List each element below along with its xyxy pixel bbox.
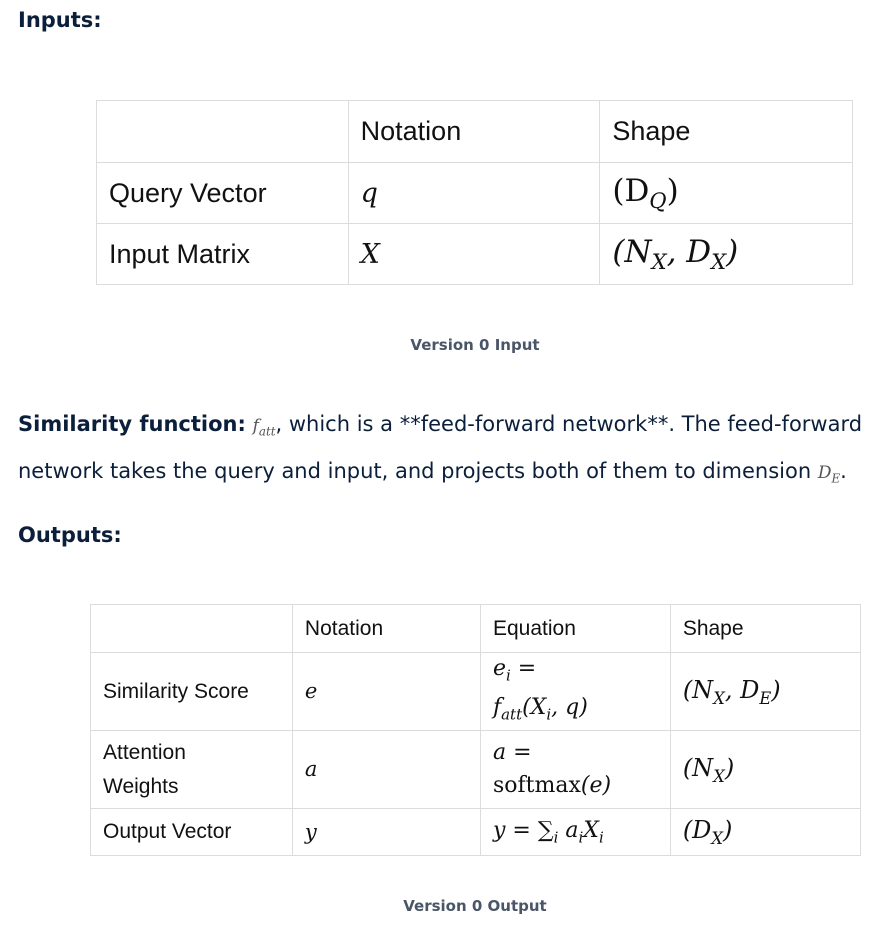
table-row (97, 224, 853, 285)
row-label: Input Matrix (97, 224, 349, 285)
row-notation: X (348, 224, 600, 285)
header-shape: Shape (600, 101, 853, 163)
row-notation: e (292, 653, 480, 731)
row-label: Attention Weights (91, 731, 293, 809)
outputs-heading: Outputs: (18, 523, 122, 547)
row-label: Similarity Score (91, 653, 293, 731)
row-shape: ($N_X$, $D_X$) (600, 224, 853, 285)
inputs-caption: Version 0 Input (410, 336, 540, 354)
row-notation: a (292, 731, 480, 809)
row-label: Query Vector (97, 163, 349, 224)
empty-header-cell (97, 101, 349, 163)
header-shape: Shape (670, 605, 860, 653)
row-equation: a = softmax(e) (480, 731, 670, 809)
row-shape: $(D_Q)$ (600, 163, 853, 224)
table-row (97, 163, 853, 224)
table-row (91, 731, 861, 809)
outputs-table (90, 604, 861, 856)
outputs-table-header (91, 605, 861, 653)
row-shape: ($N_X$, $D_E$) (670, 653, 860, 731)
header-notation: Notation (292, 605, 480, 653)
inputs-table (96, 100, 853, 285)
table-row (91, 653, 861, 731)
similarity-text: , which is a **feed-forward network**. The feed-forward network takes the query and input, and projects both of them to dimension (18, 412, 863, 484)
row-notation: y (292, 809, 480, 856)
inputs-table-header (97, 101, 853, 163)
similarity-func: $f_{att}$ (252, 416, 276, 439)
header-notation: Notation (348, 101, 600, 163)
row-equation: $e_i$ = $f_{att}(X_i$, q) (480, 653, 670, 731)
row-notation: q (348, 163, 600, 224)
inputs-heading: Inputs: (18, 8, 102, 32)
header-equation: Equation (480, 605, 670, 653)
similarity-paragraph: Similarity function: $f_{att}$, which is a **feed-forward network**. The feed-forward network takes the query and input, and projects both of them to dimension $D_E$. (18, 412, 863, 486)
empty-header-cell (91, 605, 293, 653)
row-equation: $y = \sum_i$ $a_iX_i$ (480, 809, 670, 856)
row-label: Output Vector (91, 809, 293, 856)
table-row (91, 809, 861, 856)
similarity-label: Similarity function: (18, 412, 246, 436)
row-shape: $(D_X)$ (670, 809, 860, 856)
row-shape: $(N_X)$ (670, 731, 860, 809)
outputs-caption: Version 0 Output (403, 897, 547, 915)
similarity-dim: $D_E$ (817, 463, 841, 486)
